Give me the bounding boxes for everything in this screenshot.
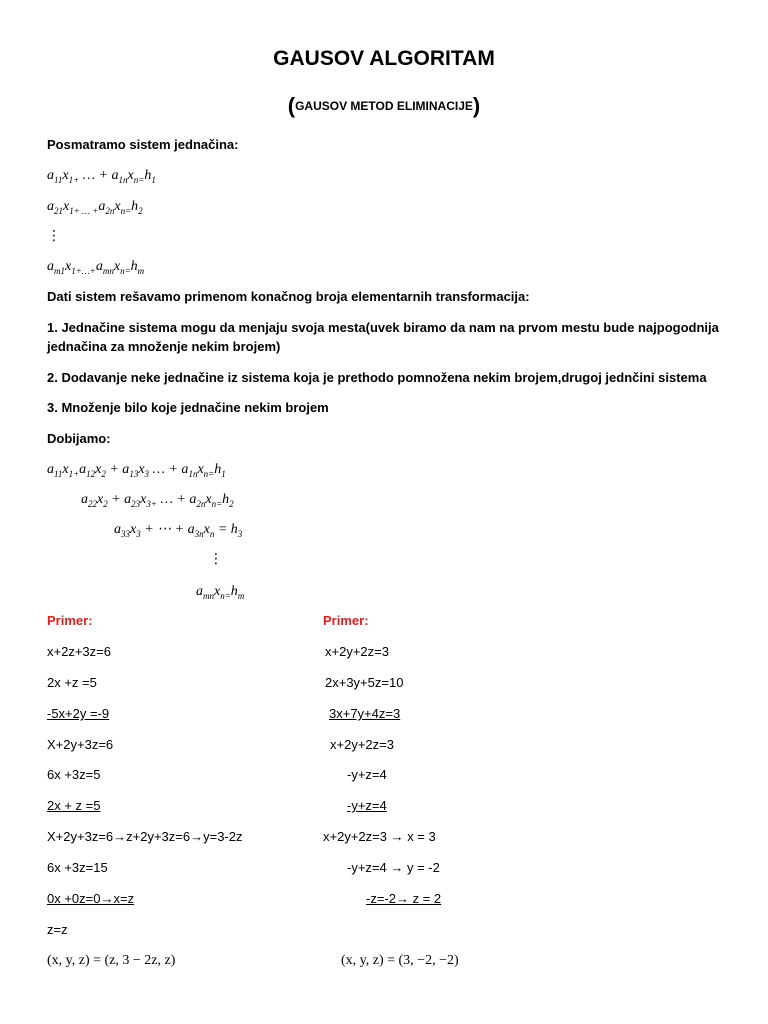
rule-3: 3. Množenje bilo koje jednačine nekim brojem [47, 400, 329, 415]
page-title: GAUSOV ALGORITAM [273, 47, 495, 70]
rule-1-cont: jednačina za množenje nekim brojem) [47, 339, 281, 354]
close-paren: ) [472, 93, 481, 118]
open-paren: ( [287, 93, 296, 118]
example1-line-2: 2x +z =5 [47, 675, 97, 690]
triangular-row-2: $a_{22}x_2 + a_{23}x_{3+}$ … + $a_{2n}x_{n=}h_2$ [81, 492, 234, 509]
example2-line-5: -y+z=4 [347, 767, 387, 782]
example2-line-6: -y+z=4 [347, 798, 387, 813]
example1-line-9: 0x +0z=0→x=z [47, 891, 135, 906]
example1-label: Primer: [47, 613, 93, 628]
triangular-dots: ⋮ [209, 550, 223, 566]
example2-label: Primer: [323, 613, 369, 628]
vertical-dots: ⋮ [47, 227, 61, 243]
example1-line-5: 6x +3z=5 [47, 767, 101, 782]
example2-line-4: x+2y+2z=3 [330, 737, 394, 752]
result-label: Dobijamo: [47, 431, 111, 446]
example1-line-1: x+2z+3z=6 [47, 644, 111, 659]
equation-row-m: $a_{m1}x_{1+\dots+}a_{mn}x_{n=}h_m$ [47, 259, 145, 276]
example1-line-7: X+2y+3z=6→z+2y+3z=6→y=3-2z [47, 829, 243, 844]
equation-row-2: $a_{21}x_{1+ \dots +}a_{2n}x_{n=}h_2$ [47, 199, 143, 216]
example1-line-4: X+2y+3z=6 [47, 737, 114, 752]
example2-line-8: -y+z=4 → y = -2 [347, 860, 440, 875]
example2-line-7: x+2y+2z=3 → x = 3 [323, 829, 436, 844]
rule-2: 2. Dodavanje neke jednačine iz sistema koja je prethodo pomnožena nekim brojem,drugoj jednčini sistema [47, 370, 707, 385]
example1-line-8: 6x +3z=15 [47, 860, 108, 875]
example1-line-10: z=z [47, 922, 68, 937]
equation-row-1: $a_{11}x_{1+}$ … + $a_{1n}x_{n=}h_1$ [47, 168, 156, 185]
transform-intro: Dati sistem rešavamo primenom konačnog broja elementarnih transformacija: [47, 289, 530, 304]
example2-solution: (x, y, z) = (3, −2, −2) [341, 953, 459, 968]
example2-line-9-text: -z=-2→ z = 2 [366, 891, 442, 906]
triangular-row-1: $a_{11}x_{1+}a_{12}x_2 + a_{13}x_3$ … + $a_{1n}x_{n=}h_1$ [47, 462, 226, 479]
intro-text: Posmatramo sistem jednačina: [47, 137, 239, 152]
example2-line-9 [366, 891, 441, 907]
triangular-row-m: $a_{mn}x_{n=}h_m$ [196, 584, 245, 601]
example1-line-3: -5x+2y =-9 [47, 706, 110, 721]
example2-line-2: 2x+3y+5z=10 [325, 675, 404, 690]
page-subtitle [0, 93, 768, 119]
example2-line-1: x+2y+2z=3 [325, 644, 389, 659]
subtitle-text: GAUSOV METOD ELIMINACIJE [295, 99, 473, 113]
example2-line-3: 3x+7y+4z=3 [329, 706, 401, 721]
triangular-row-3: $a_{33}x_3$ + ⋯ + $a_{3n}x_n = h_3$ [114, 522, 243, 539]
rule-1: 1. Jednačine sistema mogu da menjaju svoja mesta(uvek biramo da nam na prvom mestu bude najpogodnija [47, 320, 719, 335]
example1-line-6: 2x + z =5 [47, 798, 101, 813]
example1-solution: (x, y, z) = (z, 3 − 2z, z) [47, 953, 176, 968]
